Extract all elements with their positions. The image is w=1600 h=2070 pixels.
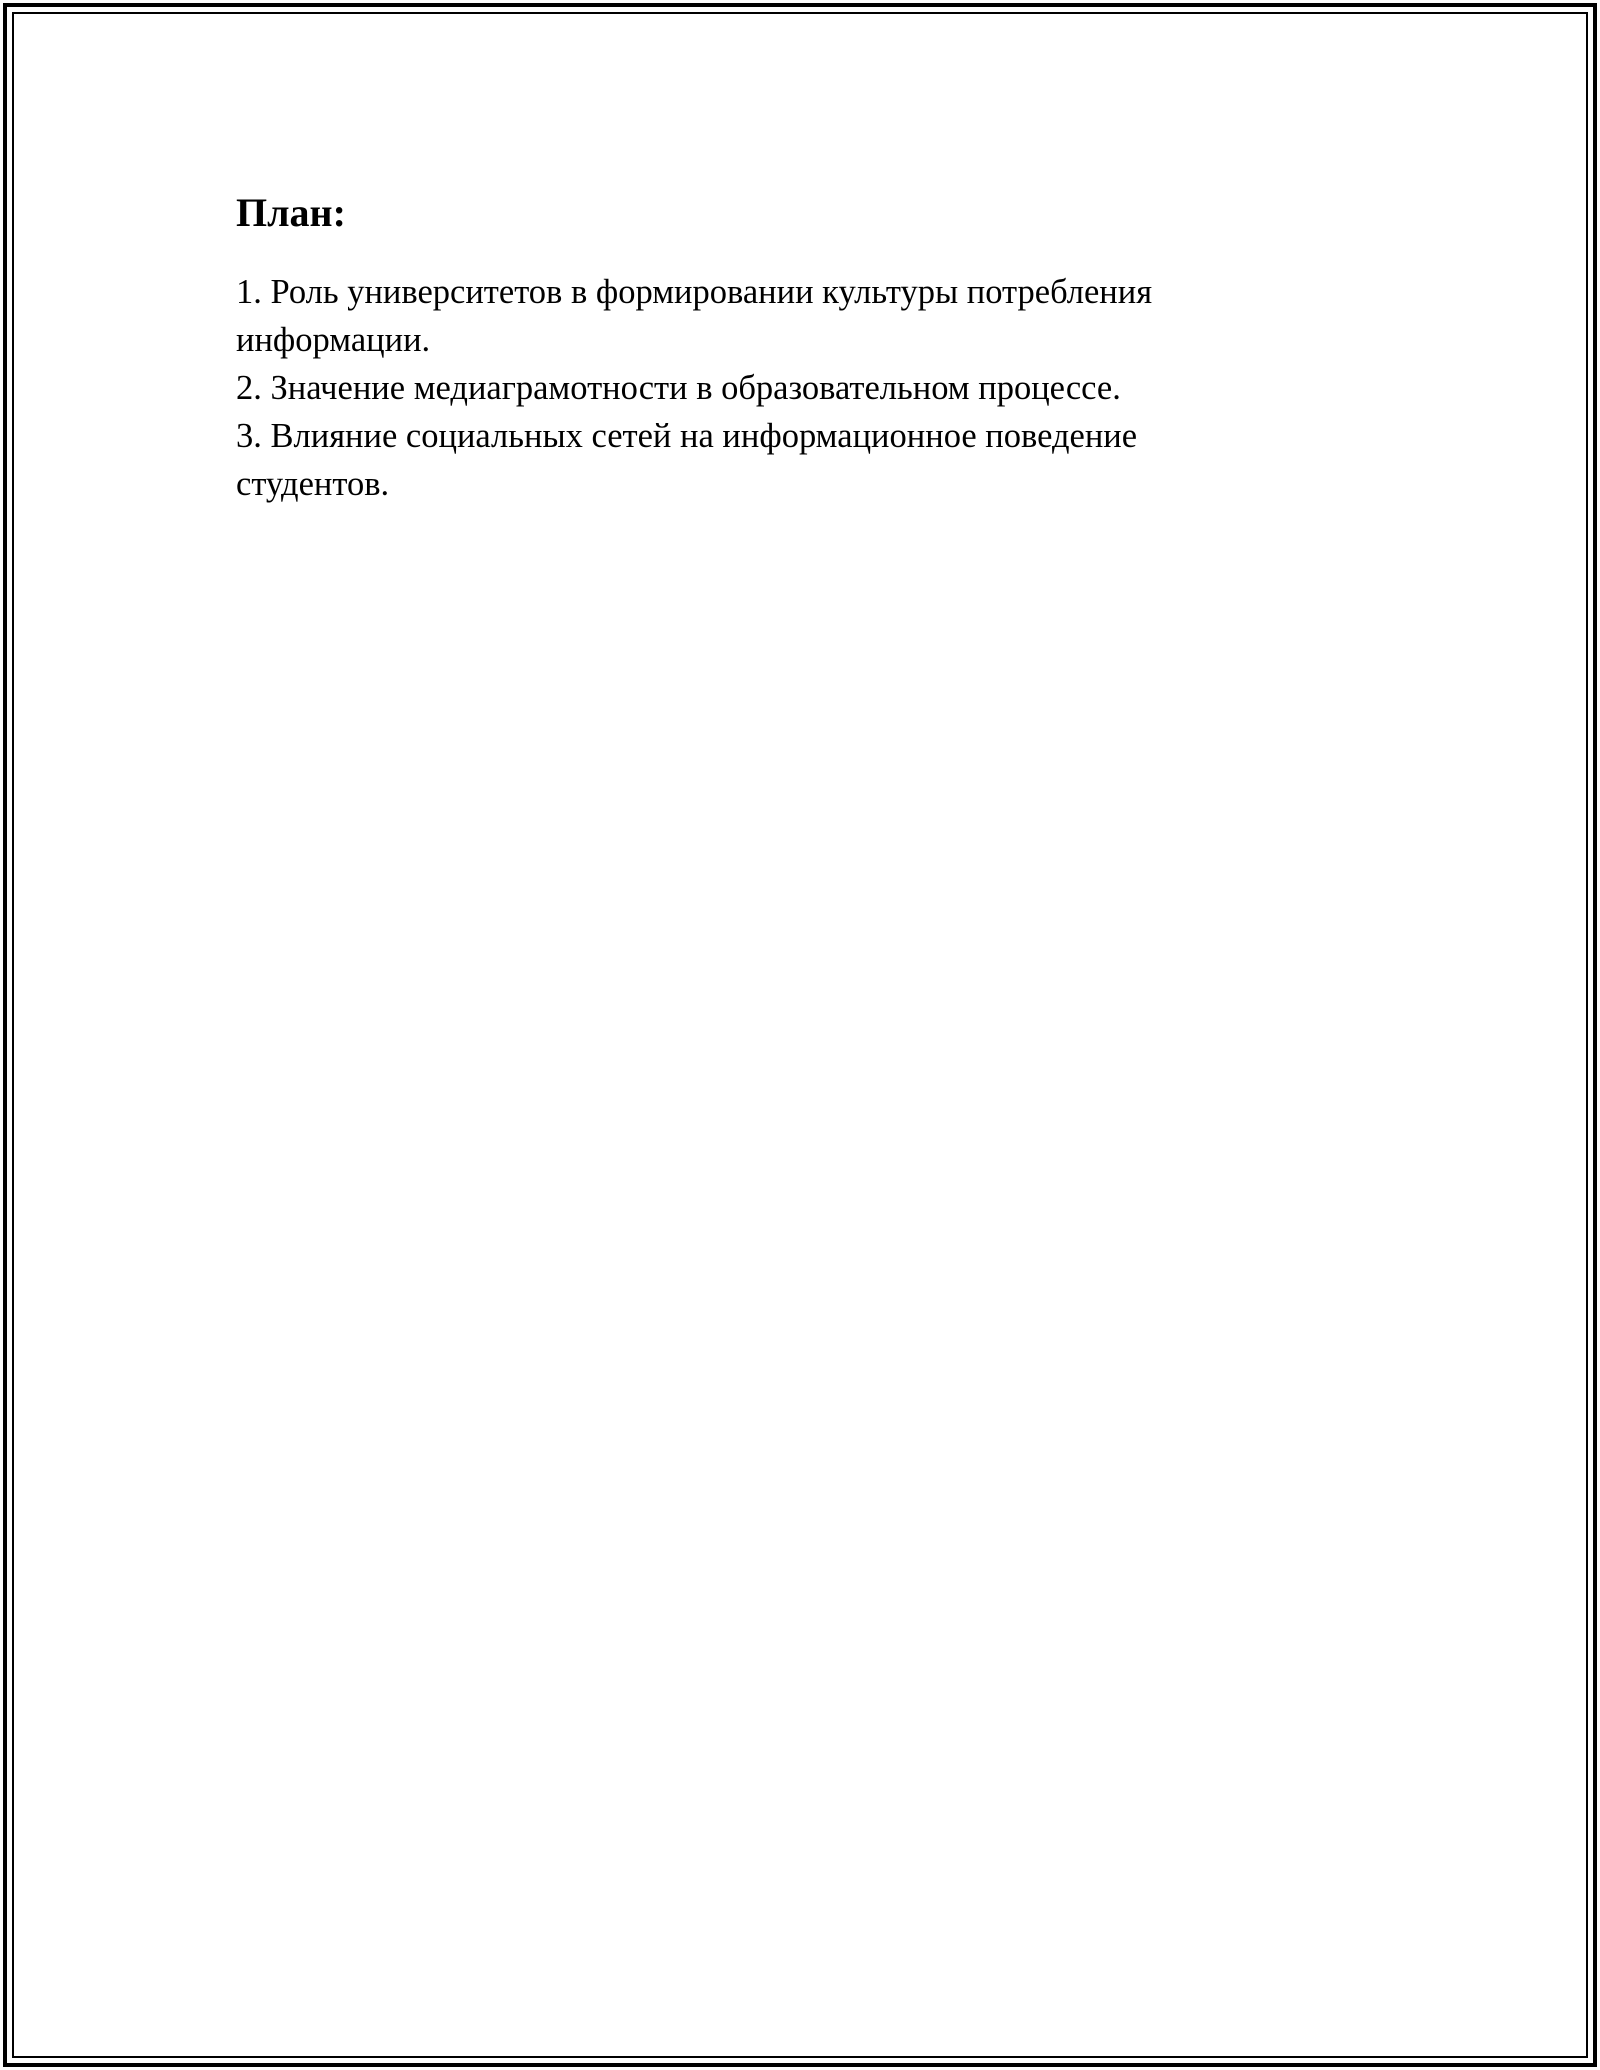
plan-heading: План: [236,190,346,235]
plan-item-3: 3. Влияние социальных сетей на информационное поведение студентов. [236,417,1138,503]
plan-item-2: 2. Значение медиаграмотности в образовательном процессе. [236,369,1121,407]
document-body [236,188,1276,508]
plan-list [236,268,1276,508]
plan-item-1: 1. Роль университетов в формировании культуры потребления информации. [236,273,1153,359]
